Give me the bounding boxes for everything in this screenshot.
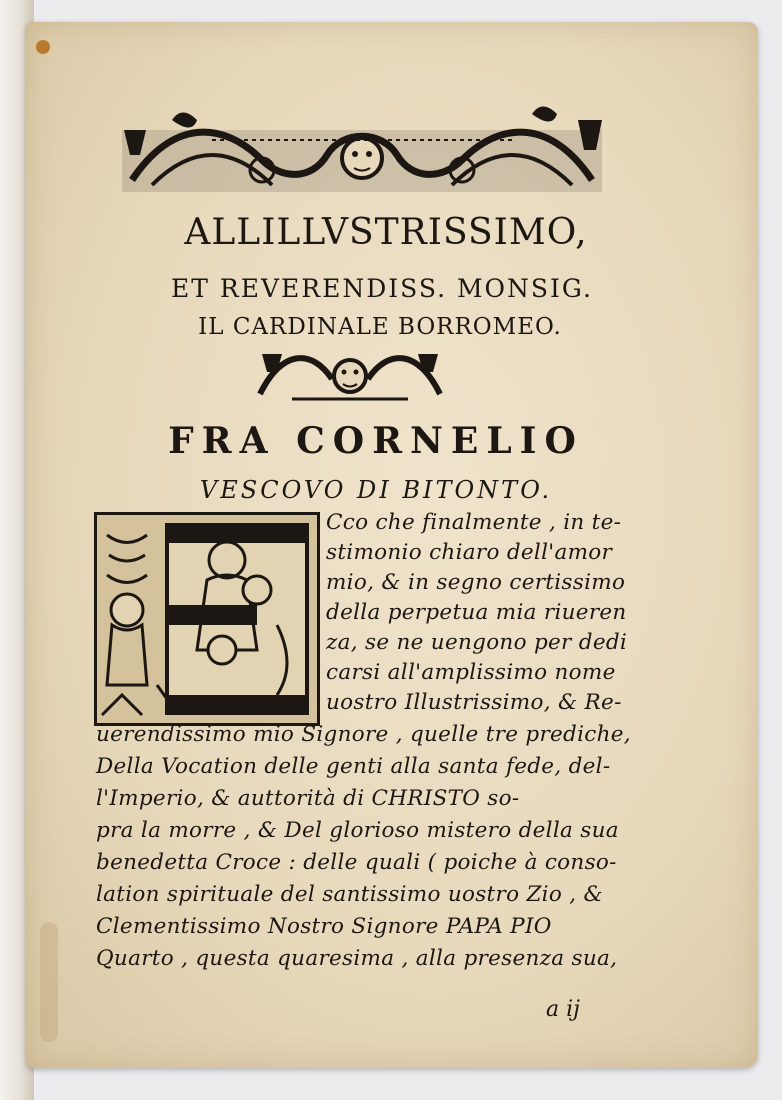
body-line: Della Vocation delle genti alla santa fede, del- [96, 754, 611, 779]
author-title: VESCOVO DI BITONTO. [199, 476, 553, 504]
body-line: stimonio chiaro dell'amor [326, 540, 613, 565]
body-line: della perpetua mia riueren [326, 600, 627, 625]
body-line: mio, & in segno certissimo [326, 570, 626, 595]
body-line: Cco che finalmente , in te- [326, 510, 622, 535]
body-line: uerendissimo mio Signore , quelle tre prediche, [96, 722, 631, 747]
paper-stain [36, 40, 50, 54]
body-line: Clementissimo Nostro Signore PAPA PIO [96, 914, 552, 939]
grotesque-mask-ornament-icon [112, 100, 612, 200]
book-page [26, 22, 758, 1068]
body-line: carsi all'amplissimo nome [326, 660, 616, 685]
paper-stain [40, 922, 58, 1042]
mask-ornament-icon [252, 344, 448, 406]
signature-mark: a ij [546, 997, 580, 1022]
author-name: FRA CORNELIO [168, 420, 584, 462]
dedication-line-1: ALLILLVSTRISSIMO, [184, 212, 588, 253]
dedication-line-2: ET REVERENDISS. MONSIG. [171, 274, 593, 303]
body-line: lation spirituale del santissimo uostro Zio , & [96, 882, 603, 907]
body-line: benedetta Croce : delle quali ( poiche à conso- [96, 850, 617, 875]
body-line: uostro Illustrissimo, & Re- [326, 690, 622, 715]
body-line: za, se ne uengono per dedi [326, 630, 628, 655]
woodcut-initial-e-icon [94, 512, 320, 726]
dedication-line-3: IL CARDINALE BORROMEO. [198, 314, 562, 340]
body-line: pra la morre , & Del glorioso mistero della sua [96, 818, 619, 843]
body-line: l'Imperio, & auttorità di CHRISTO so- [96, 786, 520, 811]
body-line: Quarto , questa quaresima , alla presenza sua, [96, 946, 618, 971]
